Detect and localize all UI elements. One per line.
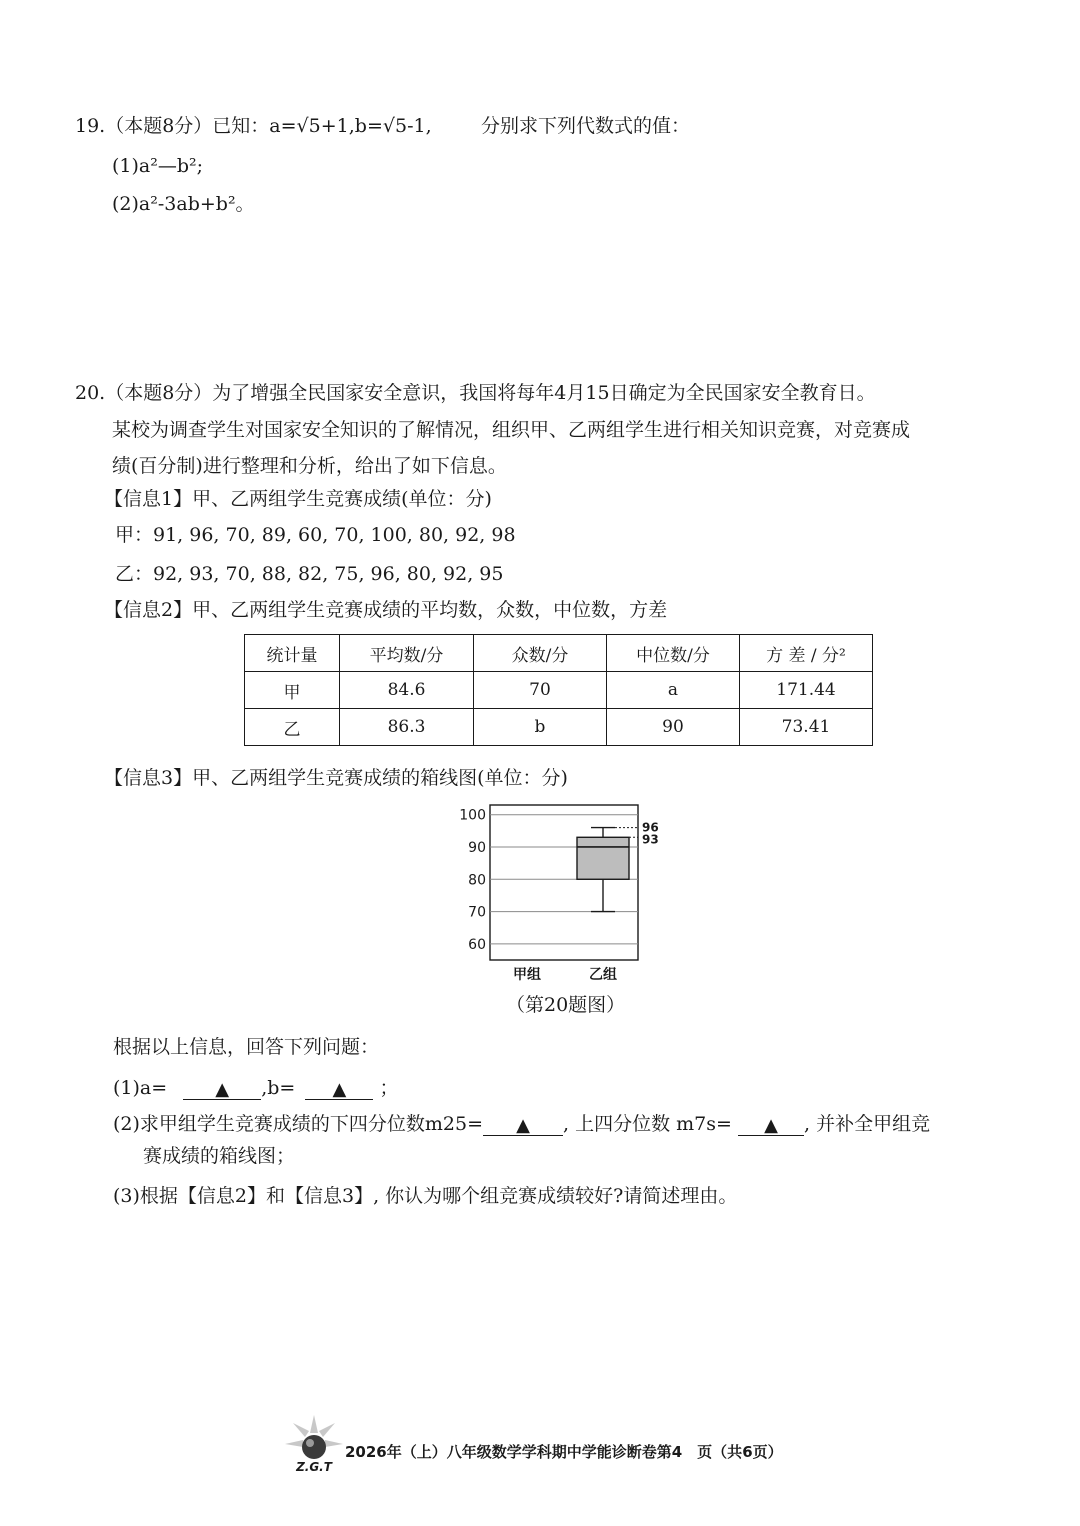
q2-line — [113, 1112, 930, 1136]
publisher-logo — [283, 1413, 345, 1475]
q1-b-label: ,b= — [261, 1077, 296, 1099]
x-category-label: 乙组 — [589, 967, 617, 983]
boxplot-chart — [455, 800, 675, 990]
q1-end: ； — [379, 1077, 399, 1099]
answer-blank-m75[interactable] — [738, 1113, 804, 1136]
table-header-cell: 众数/分 — [474, 635, 607, 672]
table-row — [245, 709, 873, 746]
triangle-icon: ▲ — [764, 1115, 778, 1136]
table-row — [245, 672, 873, 709]
figure-caption: （第20题图） — [506, 994, 626, 1016]
table-cell: 乙 — [245, 709, 340, 746]
q20-line2: 某校为调查学生对国家安全知识的了解情况，组织甲、乙两组学生进行相关知识竞赛，对竞赛成 — [112, 419, 911, 441]
y-tick-label: 70 — [468, 904, 486, 921]
q20-line1: 20.（本题8分）为了增强全民国家安全意识，我国将每年4月15日确定为全民国家安全教育日。 — [75, 382, 876, 404]
info3-title: 【信息3】甲、乙两组学生竞赛成绩的箱线图(单位：分) — [104, 767, 568, 789]
table-header-cell: 方 差 / 分² — [740, 635, 873, 672]
y-tick-label: 90 — [468, 839, 486, 856]
svg-text:Z.G.T: Z.G.T — [296, 1460, 332, 1474]
q2-end: , 并补全甲组竞 — [803, 1113, 931, 1135]
table-cell: 90 — [607, 709, 740, 746]
q2-mid: , 上四分位数 m7s= — [563, 1113, 732, 1135]
table-cell: 70 — [474, 672, 607, 709]
table-header-cell: 平均数/分 — [340, 635, 474, 672]
page-footer: 2026年（上）八年级数学学科期中学能诊断卷第4 页（共6页） — [345, 1443, 783, 1461]
questions-intro: 根据以上信息，回答下列问题： — [113, 1036, 380, 1058]
annotation-label: 93 — [642, 832, 659, 847]
table-cell: 171.44 — [740, 672, 873, 709]
table-header-cell: 中位数/分 — [607, 635, 740, 672]
q1-line — [113, 1076, 398, 1100]
info1-yi-scores: 乙：92, 93, 70, 88, 82, 75, 96, 80, 92, 95 — [115, 563, 504, 585]
triangle-icon: ▲ — [332, 1079, 347, 1100]
q19-suffix: 分别求下列代数式的值： — [481, 115, 691, 137]
table-header-cell: 统计量 — [245, 635, 340, 672]
triangle-icon: ▲ — [516, 1115, 530, 1136]
plot-frame — [490, 805, 638, 960]
x-category-label: 甲组 — [513, 967, 541, 983]
stats-table — [244, 634, 873, 746]
y-tick-label: 60 — [468, 936, 486, 953]
answer-blank-m25[interactable] — [483, 1113, 563, 1136]
q19-prefix: 19.（本题8分）已知：a=√5+1,b=√5-1, — [75, 115, 432, 137]
table-cell: 84.6 — [340, 672, 474, 709]
q19-part1: (1)a²—b²; — [112, 155, 204, 177]
table-cell: a — [607, 672, 740, 709]
table-header-row — [245, 635, 873, 672]
q2-text: (2)求甲组学生竞赛成绩的下四分位数m25= — [113, 1113, 484, 1135]
answer-blank-a[interactable] — [183, 1077, 261, 1100]
q3-text: (3)根据【信息2】和【信息3】, 你认为哪个组竞赛成绩较好?请简述理由。 — [113, 1185, 738, 1207]
info2-title: 【信息2】甲、乙两组学生竞赛成绩的平均数，众数，中位数，方差 — [104, 599, 668, 621]
y-tick-label: 80 — [468, 872, 486, 889]
q1-a-label: (1)a= — [113, 1077, 168, 1099]
triangle-icon: ▲ — [215, 1079, 230, 1100]
info1-jia-scores: 甲：91, 96, 70, 89, 60, 70, 100, 80, 92, 98 — [115, 524, 516, 546]
answer-blank-b[interactable] — [305, 1077, 373, 1100]
y-tick-label: 100 — [459, 807, 486, 824]
box-body — [577, 837, 629, 879]
table-cell: 86.3 — [340, 709, 474, 746]
q2-line2: 赛成绩的箱线图； — [143, 1145, 296, 1167]
table-cell: 73.41 — [740, 709, 873, 746]
annotation-label: 96 — [642, 820, 659, 835]
table-cell: 甲 — [245, 672, 340, 709]
q20-line3: 绩(百分制)进行整理和分析，给出了如下信息。 — [112, 455, 507, 477]
info1-title: 【信息1】甲、乙两组学生竞赛成绩(单位：分) — [104, 488, 492, 510]
table-cell: b — [474, 709, 607, 746]
q19-part2: (2)a²-3ab+b²。 — [112, 193, 255, 215]
